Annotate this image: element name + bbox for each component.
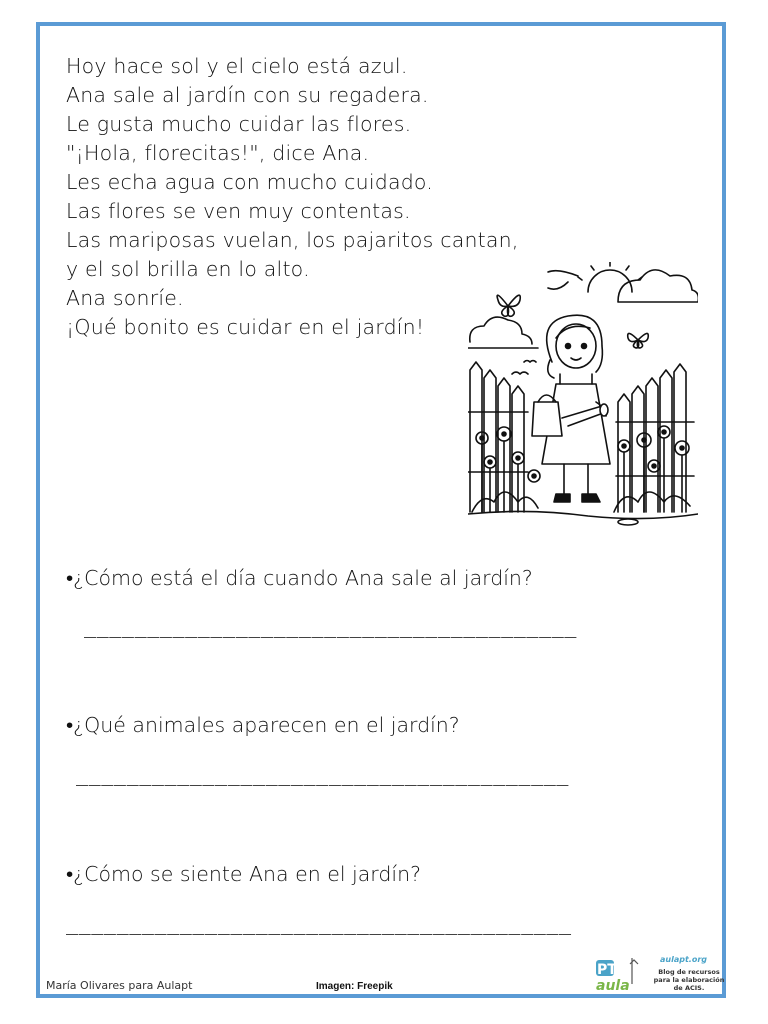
author-credit: María Olivares para Aulapt xyxy=(46,979,193,992)
logo-tagline: Blog de recursos para la elaboración de ACIS. xyxy=(653,968,725,992)
butterfly-icon xyxy=(628,333,649,348)
flowers-right xyxy=(614,426,690,512)
story-text xyxy=(66,52,519,342)
story-line: Hoy hace sol y el cielo está azul. xyxy=(66,54,408,78)
story-line: Ana sale al jardín con su regadera. xyxy=(66,83,429,107)
story-line: Las mariposas vuelan, los pajaritos cantan, xyxy=(66,228,519,252)
question-3: •¿Cómo se siente Ana en el jardín? xyxy=(66,862,421,886)
sun-icon xyxy=(578,262,642,292)
story-line: Le gusta mucho cuidar las flores. xyxy=(66,112,412,136)
cloud-right-icon xyxy=(618,270,698,302)
story-line: "¡Hola, florecitas!", dice Ana. xyxy=(66,141,370,165)
answer-line-3[interactable]: ________________________________________ xyxy=(66,911,572,935)
question-2: •¿Qué animales aparecen en el jardín? xyxy=(66,713,460,737)
question-1: •¿Cómo está el día cuando Ana sale al jardín? xyxy=(66,566,533,590)
logo-url[interactable]: aulapt.org xyxy=(660,955,707,964)
answer-line-1[interactable]: _______________________________________ xyxy=(84,614,577,638)
story-line: Ana sonríe. xyxy=(66,286,184,310)
story-line: ¡Qué bonito es cuidar en el jardín! xyxy=(66,315,425,339)
logo-letters-top: PT xyxy=(597,962,617,978)
story-line: Las flores se ven muy contentas. xyxy=(66,199,411,223)
cloud-left-icon xyxy=(470,317,532,344)
story-line: Les echa agua con mucho cuidado. xyxy=(66,170,434,194)
girl-watering-garden-illustration xyxy=(468,262,698,530)
image-credit: Imagen: Freepik xyxy=(316,981,393,992)
bird-icon xyxy=(512,361,536,375)
answer-line-2[interactable]: _______________________________________ xyxy=(76,762,569,786)
butterfly-icon xyxy=(497,295,520,316)
story-line: y el sol brilla en lo alto. xyxy=(66,257,310,281)
flowers-left xyxy=(472,427,540,512)
logo-letters-bottom: aula xyxy=(596,978,630,994)
